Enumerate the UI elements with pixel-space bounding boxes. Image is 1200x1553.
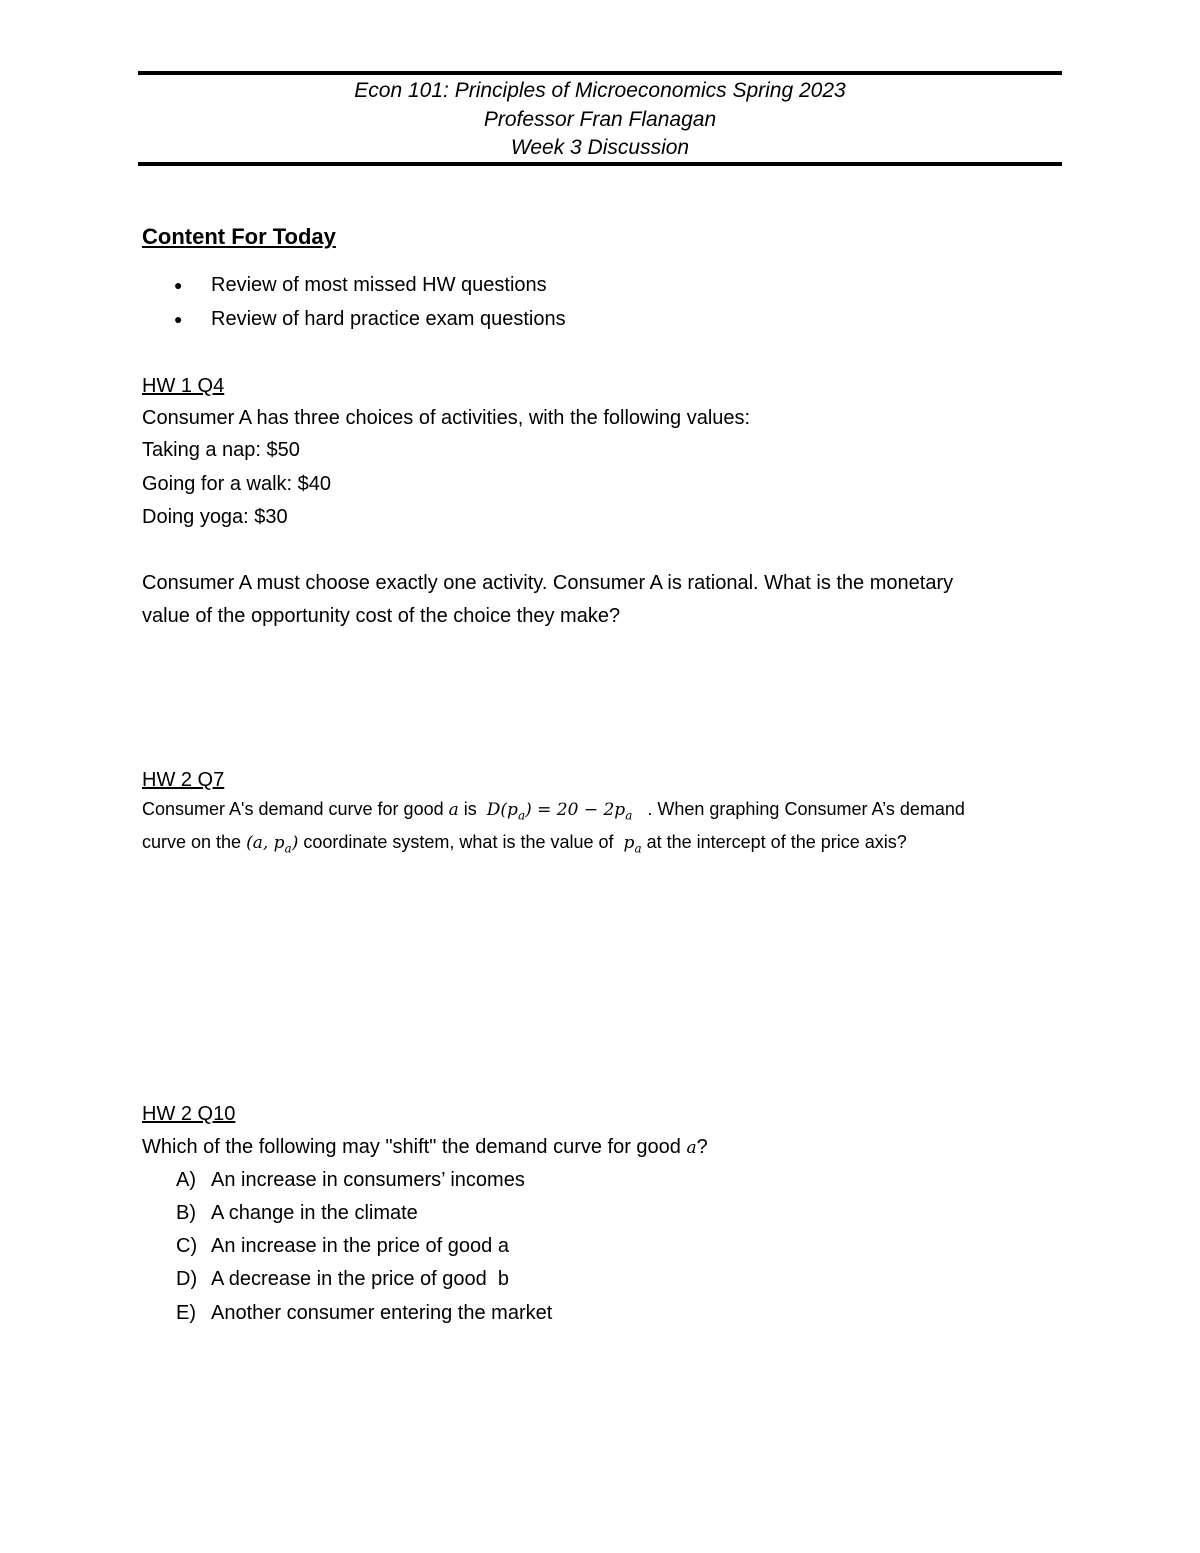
content-heading: Content For Today [142,224,336,249]
hw1-q4-question-line2: value of the opportunity cost of the choice they make? [142,605,621,627]
option-d-letter: D) [176,1268,198,1290]
q7-demand-equation [486,800,633,823]
option-e-text: Another consumer entering the market [211,1302,553,1324]
q10-good-variable: a [686,1138,697,1158]
professor-name: Professor Fran Flanagan [483,108,717,131]
option-c-letter: C) [176,1235,198,1257]
q7-text: curve on the [142,832,242,852]
hw2-q10-heading: HW 2 Q10 [142,1103,236,1125]
price-subscript: a [634,841,642,856]
hw1-q4-question-line1: Consumer A must choose exactly one activity. Consumer A is rational. What is the monetary [142,572,954,594]
header-top-rule [138,71,1062,75]
option-a-text: An increase in consumers’ incomes [211,1169,525,1191]
price-var: p [623,833,635,853]
equation-subscript: a [625,808,633,823]
q7-good-variable: a [448,800,459,820]
hw2-q7-heading: HW 2 Q7 [142,769,225,791]
q7-text: coordinate system, what is the value of [303,832,614,852]
course-title: Econ 101: Principles of Microeconomics Spring 2023 [354,79,846,102]
hw1-q4-intro: Consumer A has three choices of activities, with the following values: [142,407,751,429]
option-b-text: A change in the climate [211,1202,418,1224]
coord-subscript: a [284,841,292,856]
activity-yoga: Doing yoga: $30 [142,506,288,528]
hw1-q4-heading: HW 1 Q4 [142,375,225,397]
session-title: Week 3 Discussion [510,136,690,159]
option-e-letter: E) [176,1302,196,1324]
q7-text: at the intercept of the price axis? [646,832,907,852]
content-bullet-2: Review of hard practice exam questions [211,308,566,330]
option-c-text: An increase in the price of good a [211,1235,509,1257]
option-b-letter: B) [176,1202,196,1224]
coord-part: (a, p [246,833,285,853]
bullet-dot-icon: ● [174,277,183,293]
q7-text: is [463,799,477,819]
equation-part: D(p [486,800,518,820]
content-bullet-1: Review of most missed HW questions [211,274,547,296]
coord-part: ) [291,833,299,853]
q10-text: Which of the following may "shift" the demand curve for good [142,1136,681,1158]
option-a-letter: A) [176,1169,196,1191]
header-bottom-rule [138,162,1062,166]
q7-coordinate-system [246,833,299,856]
q7-text: . When graphing Consumer A’s demand [647,799,965,819]
q7-text: Consumer A's demand curve for good [142,799,444,819]
activity-walk: Going for a walk: $40 [142,473,331,495]
option-d-text: A decrease in the price of good b [211,1268,509,1290]
hw2-q7-line2 [142,828,907,862]
equation-part: ) = 20 − 2p [525,800,626,820]
activity-nap: Taking a nap: $50 [142,439,300,461]
bullet-dot-icon: ● [174,311,183,327]
equation-subscript: a [517,808,526,823]
q10-text: ? [696,1136,708,1158]
hw2-q10-question [142,1133,708,1162]
hw2-q7-line1 [142,795,965,829]
q7-price-variable [623,833,642,856]
